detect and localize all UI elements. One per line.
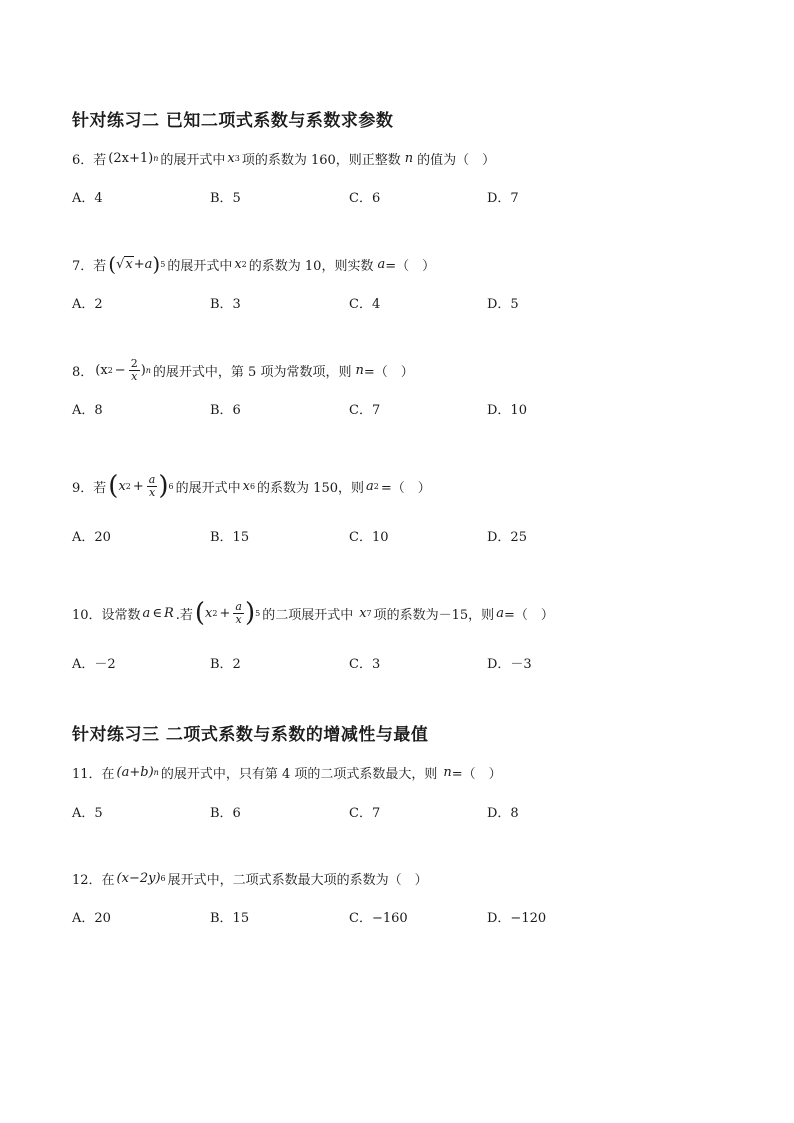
option-c[interactable]: C．−160 — [349, 911, 408, 926]
options-11 — [72, 802, 692, 820]
option-a[interactable]: A．4 — [72, 191, 103, 206]
math-expression: ( x 2 + $\frac{a}{x}$ ) 5 — [194, 598, 261, 628]
question-number: 12．在 — [72, 872, 115, 888]
option-d[interactable]: D．25 — [487, 530, 527, 545]
question-number: 10．设常数 — [72, 607, 141, 623]
option-d[interactable]: D．7 — [487, 191, 519, 206]
math-expression: (x 2 − $\frac{2}{x}$ ) n — [95, 356, 151, 383]
option-c[interactable]: C．4 — [349, 297, 381, 312]
option-d[interactable]: D．−120 — [487, 911, 547, 926]
option-a[interactable]: A．－2 — [72, 657, 116, 672]
question-number: 11．在 — [72, 766, 115, 782]
question-7: 7．若 ( √ x + a ) 5 的展开式中 x 2 的系数为 10，则实数 a =（ ） — [72, 252, 436, 276]
options-12 — [72, 907, 692, 925]
option-d[interactable]: D．10 — [487, 403, 527, 418]
option-b[interactable]: B．15 — [210, 911, 250, 926]
math-expression: ( x 2 + $\frac{a}{x}$ ) 6 — [108, 471, 174, 501]
options-9 — [72, 526, 692, 544]
fraction: $\frac{a}{x}$ — [148, 472, 156, 499]
option-d[interactable]: D．－3 — [487, 657, 532, 672]
question-number: 8． — [72, 364, 94, 380]
math-expression: (a+b) n — [116, 764, 159, 780]
fraction: $\frac{a}{x}$ — [235, 599, 242, 626]
option-b[interactable]: B．5 — [210, 191, 241, 206]
option-b[interactable]: B．6 — [210, 806, 241, 821]
option-d[interactable]: D．5 — [487, 297, 519, 312]
option-b[interactable]: B．2 — [210, 657, 241, 672]
option-a[interactable]: A．20 — [72, 911, 111, 926]
question-9: 9．若 ( x 2 + $\frac{a}{x}$ ) 6 的展开式中 x 6 的系数为 150，则 a 2 =（ ） — [72, 471, 431, 501]
option-d[interactable]: D．8 — [487, 806, 519, 821]
math-expression: (x−2y) 6 — [116, 870, 166, 886]
question-8: 8． (x 2 − $\frac{2}{x}$ ) n 的展开式中，第 5 项为常数项，则 n =（ ） — [72, 356, 414, 383]
option-c[interactable]: C．10 — [349, 530, 389, 545]
question-6: 6．若 (2x+1) n 的展开式中 x 3 项的系数为 160，则正整数 n 的值为（ ） — [72, 150, 496, 168]
math-expression: ( √ x + a ) 5 — [108, 252, 166, 276]
math-expression: (2x+1) n — [108, 150, 159, 166]
option-c[interactable]: C．6 — [349, 191, 381, 206]
option-b[interactable]: B．6 — [210, 403, 241, 418]
question-10: 10．设常数 a ∈ R .若 ( x 2 + $\frac{a}{x}$ ) 5 的二项展开式中 x 7 项的系数为－15，则 a =（ ） — [72, 598, 554, 628]
options-8 — [72, 399, 692, 417]
options-6 — [72, 187, 692, 205]
section-title-3: 针对练习三 二项式系数与系数的增减性与最值 — [72, 725, 429, 745]
options-10 — [72, 653, 692, 671]
option-a[interactable]: A．2 — [72, 297, 103, 312]
fraction: $\frac{2}{x}$ — [130, 356, 138, 383]
question-number: 9．若 — [72, 480, 107, 496]
option-a[interactable]: A．20 — [72, 530, 111, 545]
option-a[interactable]: A．5 — [72, 806, 103, 821]
question-12: 12．在 (x−2y) 6 展开式中，二项式系数最大项的系数为（ ） — [72, 870, 428, 888]
option-b[interactable]: B．15 — [210, 530, 250, 545]
question-11: 11．在 (a+b) n 的展开式中，只有第 4 项的二项式系数最大，则 n =（ ） — [72, 764, 502, 782]
question-number: 7．若 — [72, 258, 107, 274]
section-title-2: 针对练习二 已知二项式系数与系数求参数 — [72, 111, 394, 131]
option-a[interactable]: A．8 — [72, 403, 103, 418]
option-c[interactable]: C．7 — [349, 806, 381, 821]
option-c[interactable]: C．7 — [349, 403, 381, 418]
options-7 — [72, 293, 692, 311]
option-b[interactable]: B．3 — [210, 297, 241, 312]
question-number: 6．若 — [72, 152, 107, 168]
option-c[interactable]: C．3 — [349, 657, 381, 672]
